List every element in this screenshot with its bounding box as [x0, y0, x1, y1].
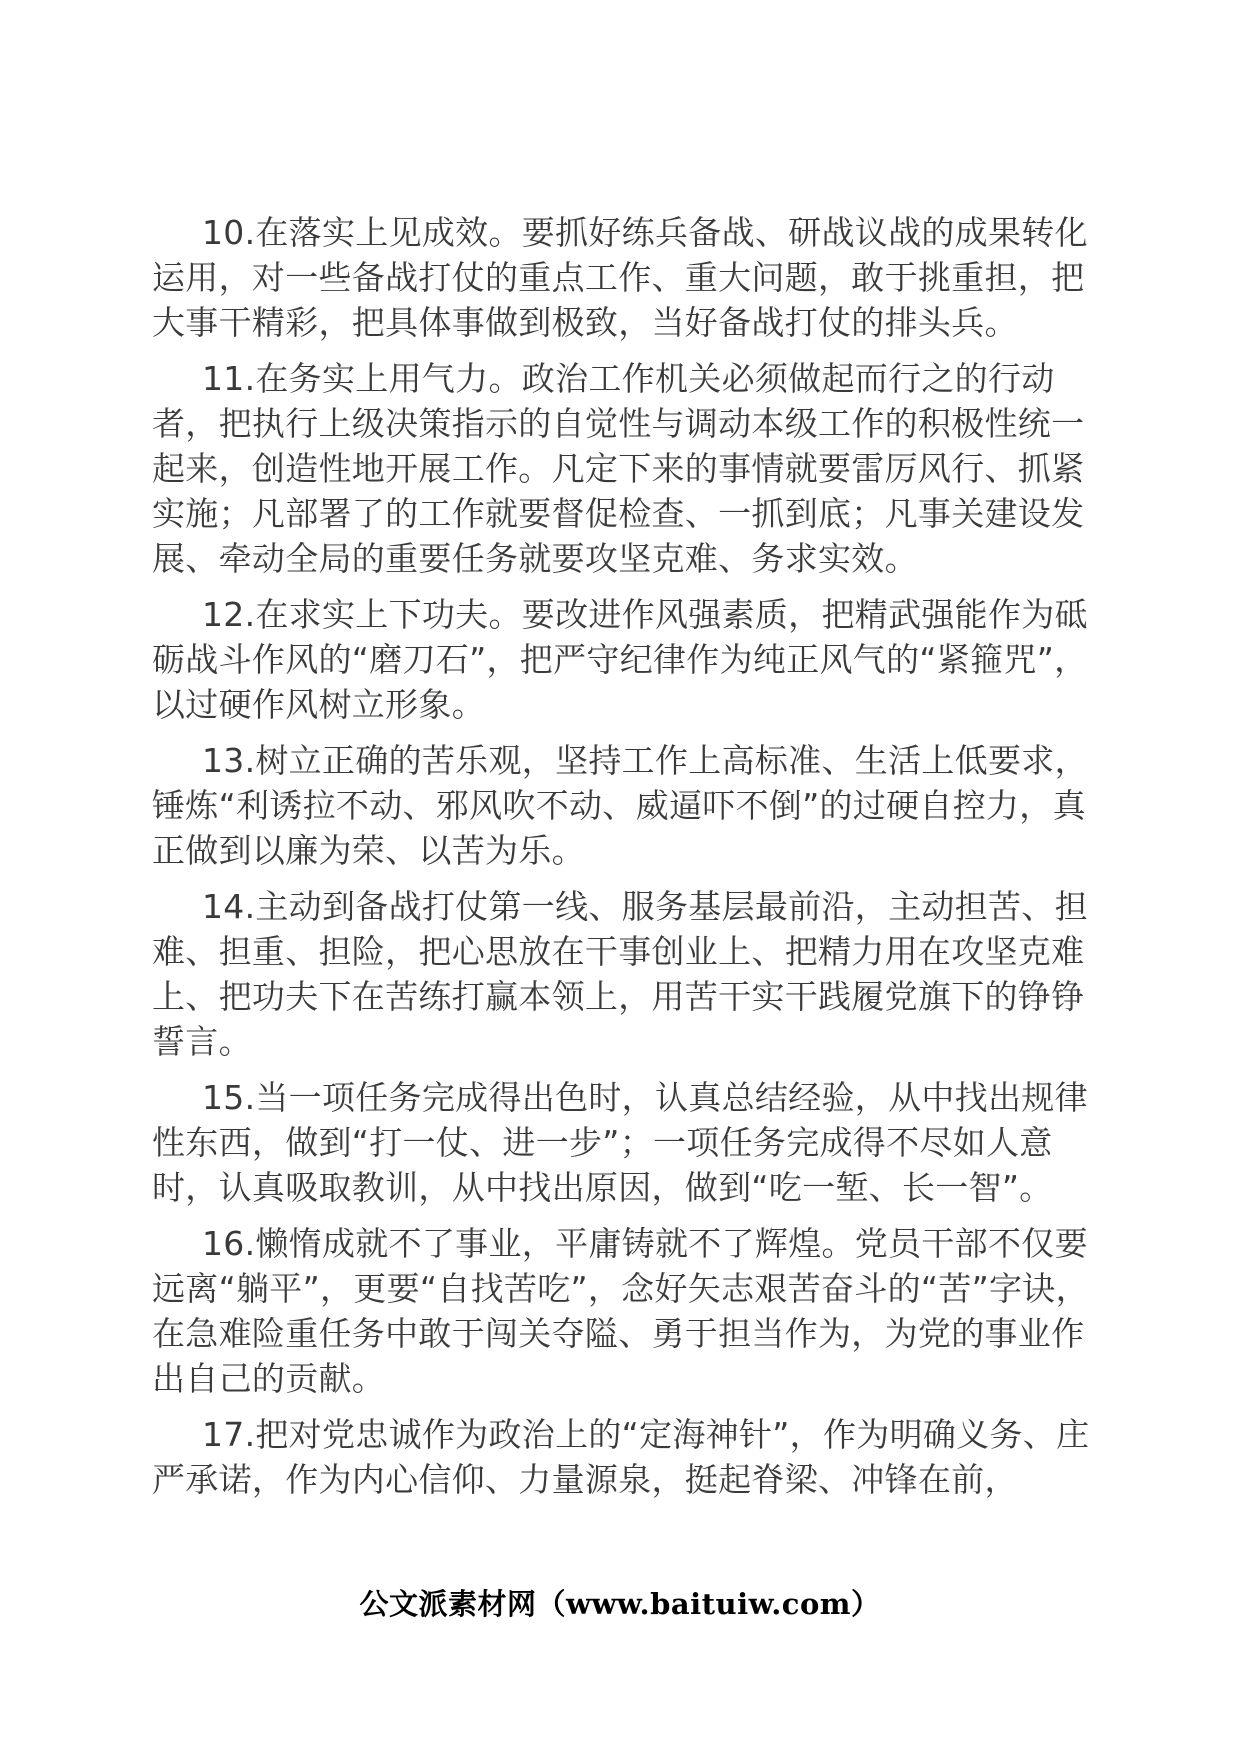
paragraph-14: 14.主动到备战打仗第一线、服务基层最前沿，主动担苦、担难、担重、担险，把心思放在干事创业上、把精力用在攻坚克难上、把功夫下在苦练打赢本领上，用苦干实干践履党旗下的铮铮誓言。	[152, 887, 1088, 1061]
paragraph-15: 15.当一项任务完成得出色时，认真总结经验，从中找出规律性东西，做到“打一仗、进一步”；一项任务完成得不尽如人意时，认真吸取教训，从中找出原因，做到“吃一堑、长一智”。	[152, 1078, 1088, 1207]
paragraph-13: 13.树立正确的苦乐观，坚持工作上高标准、生活上低要求，锤炼“利诱拉不动、邪风吹不动、威逼吓不倒”的过硬自控力，真正做到以廉为荣、以苦为乐。	[152, 741, 1088, 870]
paragraph-12: 12.在求实上下功夫。要改进作风强素质，把精武强能作为砥砺战斗作风的“磨刀石”，把严守纪律作为纯正风气的“紧箍咒”，以过硬作风树立形象。	[152, 595, 1088, 724]
page-footer-watermark: 公文派素材网（www.baituiw.com）	[359, 1587, 881, 1621]
paragraph-17: 17.把对党忠诚作为政治上的“定海神针”，作为明确义务、庄严承诺，作为内心信仰、力量源泉，挺起脊梁、冲锋在前，	[152, 1415, 1090, 1499]
document-body	[152, 210, 1104, 1502]
paragraph-10: 10.在落实上见成效。要抓好练兵备战、研战议战的成果转化运用，对一些备战打仗的重点工作、重大问题，敢于挑重担，把大事干精彩，把具体事做到极致，当好备战打仗的排头兵。	[152, 213, 1088, 342]
paragraph-11: 11.在务实上用气力。政治工作机关必须做起而行之的行动者，把执行上级决策指示的自觉性与调动本级工作的积极性统一起来，创造性地开展工作。凡定下来的事情就要雷厉风行、抓紧实施；凡部署了的工作就要督促检查、一抓到底；凡事关建设发展、牵动全局的重要任务就要攻坚克难、务求实效。	[152, 359, 1085, 578]
paragraph-16: 16.懒惰成就不了事业，平庸铸就不了辉煌。党员干部不仅要远离“躺平”，更要“自找苦吃”，念好矢志艰苦奋斗的“苦”字诀，在急难险重任务中敢于闯关夺隘、勇于担当作为，为党的事业作出自己的贡献。	[152, 1224, 1089, 1398]
